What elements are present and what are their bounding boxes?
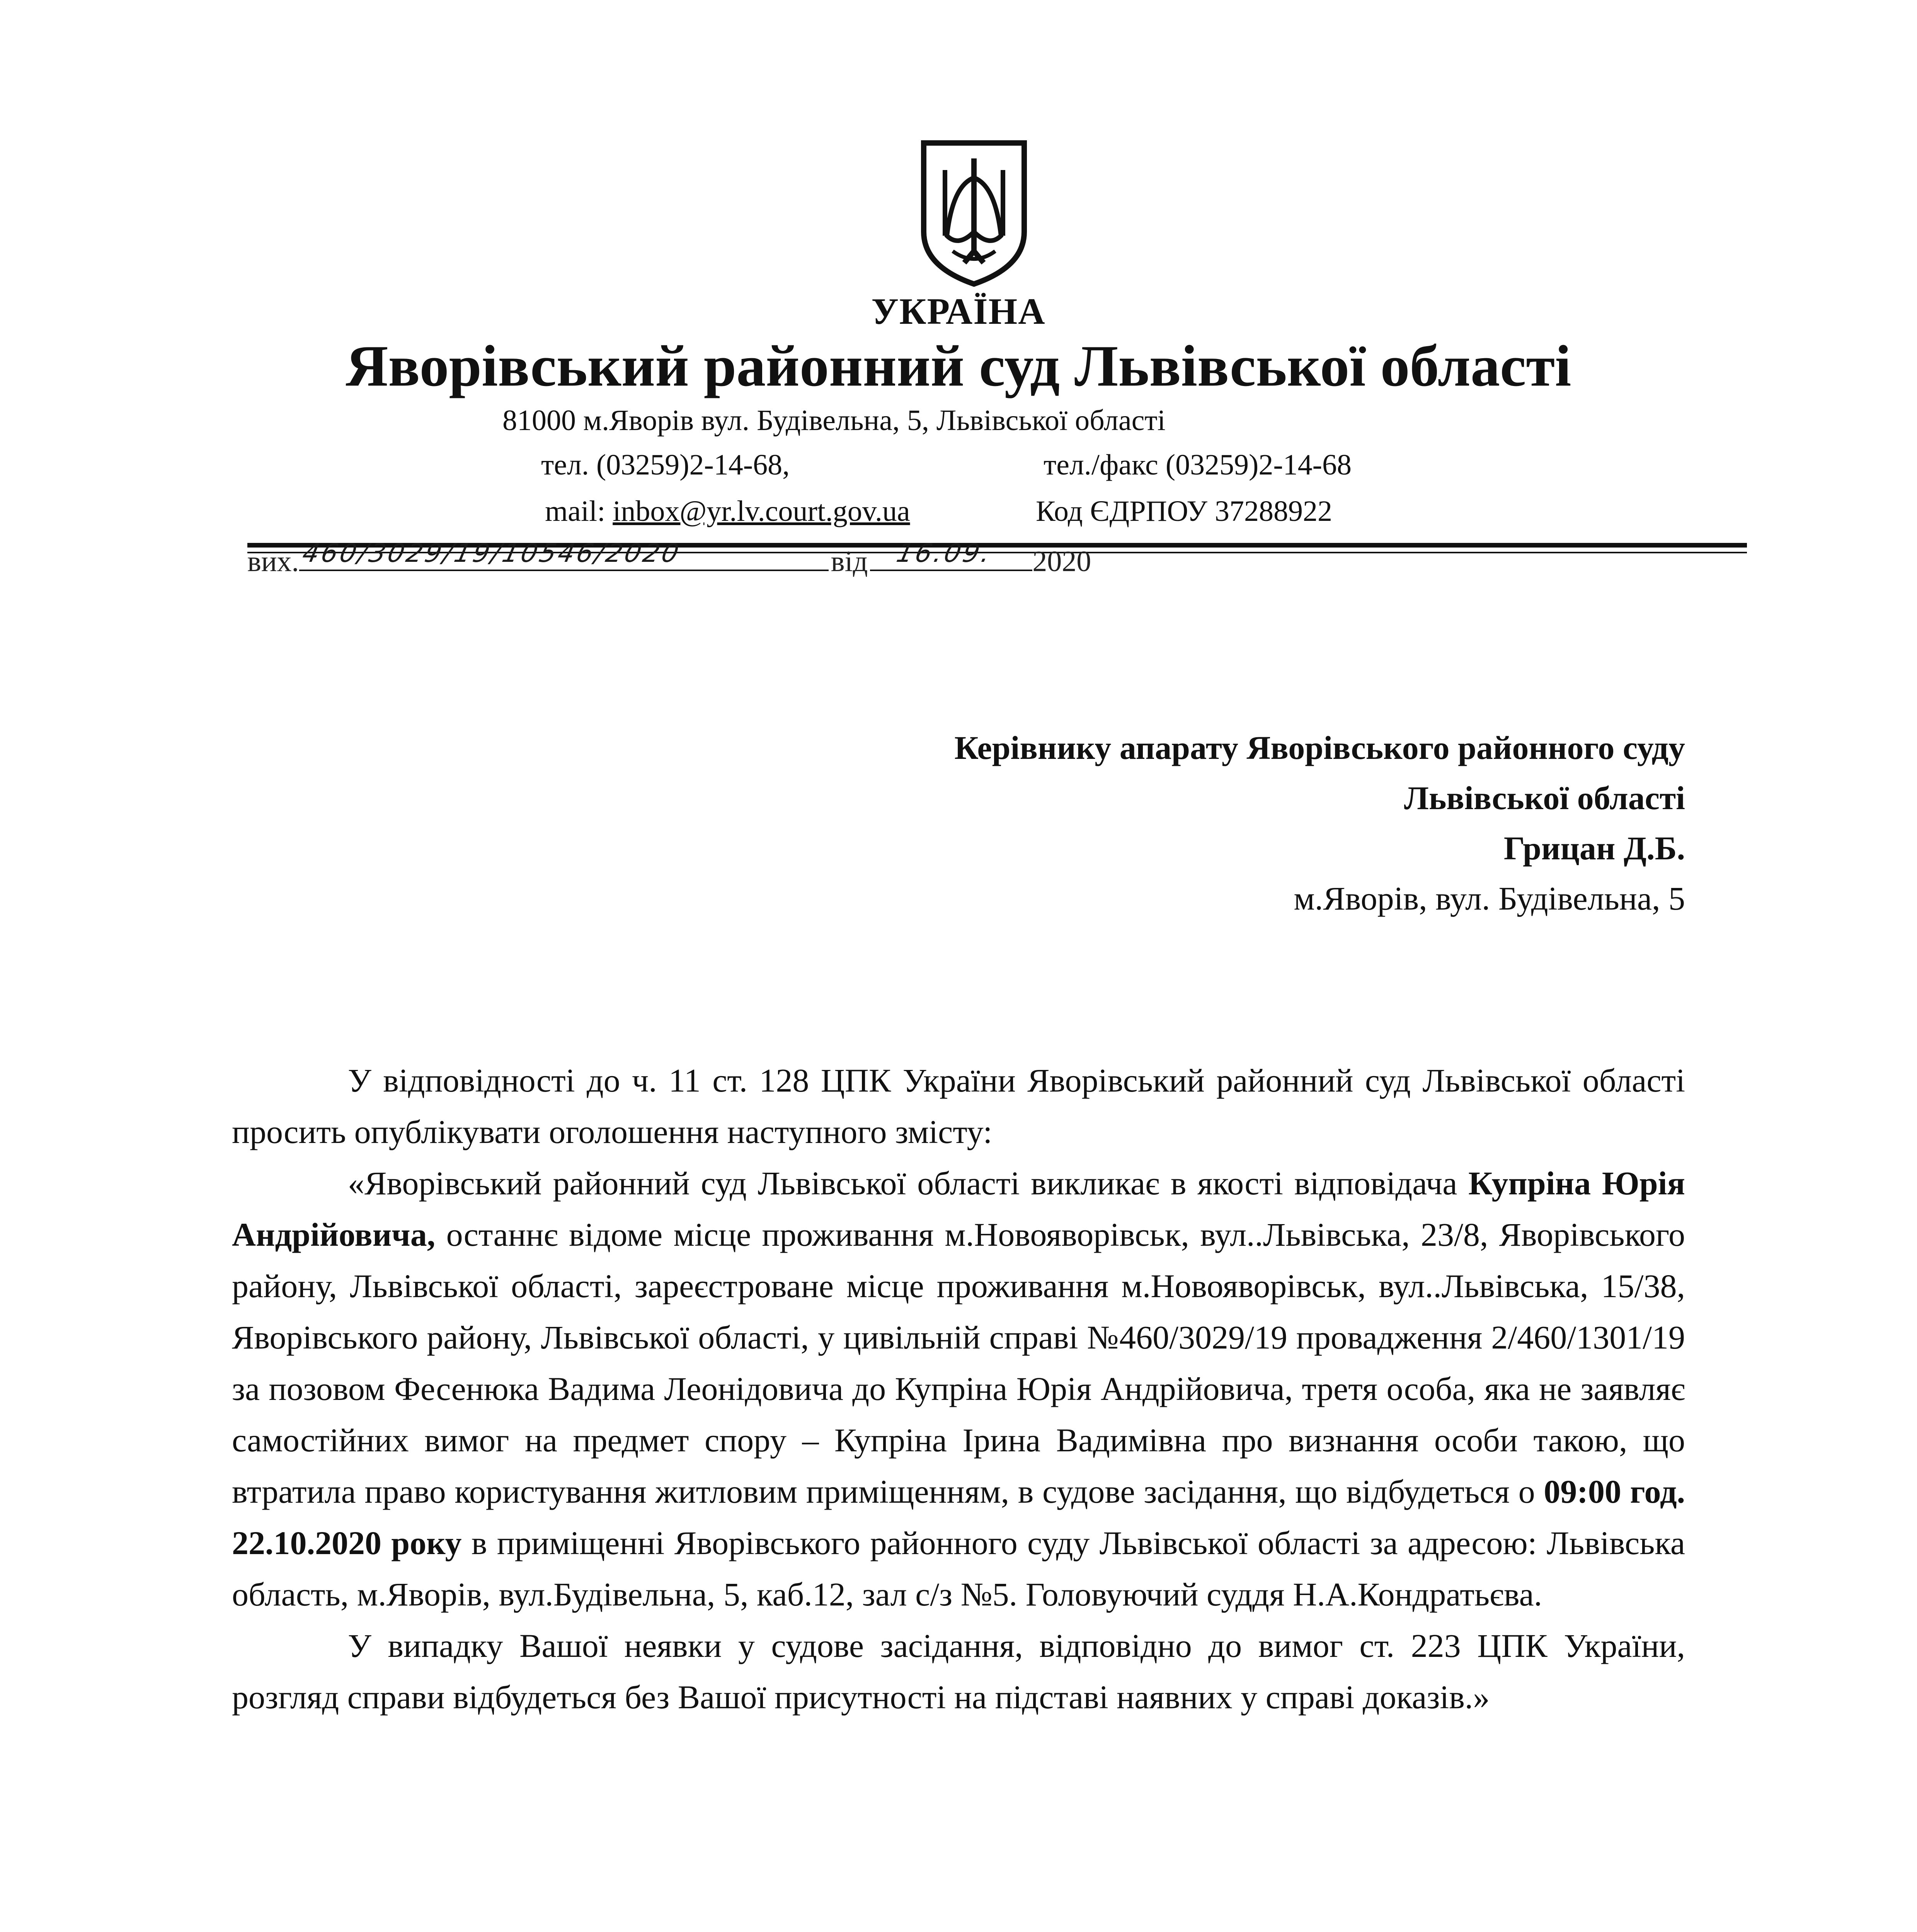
defendant-name: Купріна Юрія Андрійовича,: [232, 1165, 1685, 1253]
body-p2-details: останнє відоме місце проживання м.Новояворівськ, вул..Львівська, 23/8, Яворівського району, Львівської області, зареєстроване місце проживання м.Новояворівськ, вул..Львівська, 15/38, Яворівського району, Львівської області, у цивільній справі №460/3029/19 провадження 2/460/1301/19 за позовом Фесенюка Вадима Леонідовича до Купріна Юрія Андрійовича, третя особа, яка не заявляє самостійних вимог на предмет спору – Купріна Ірина Вадимівна про визнання особи такою, що втратила право користування житловим приміщенням, в судове засідання, що відбудеться о: [232, 1216, 1685, 1510]
coat-of-arms-icon: [916, 135, 1032, 290]
hearing-datetime: 09:00 год. 22.10.2020 року: [232, 1473, 1685, 1561]
addressee-address: м.Яворів, вул. Будівельна, 5: [1294, 880, 1685, 917]
addressee-name: Грицан Д.Б.: [1503, 830, 1685, 867]
email-label: mail:: [545, 495, 606, 527]
court-fax: тел./факс (03259)2-14-68: [1044, 449, 1352, 481]
court-name-heading: Яворівський районний суд Львівської області: [346, 333, 1571, 398]
addressee-line-2: Львівської області: [1404, 779, 1685, 816]
outgoing-prefix: вих.: [247, 545, 299, 578]
outgoing-year: 2020: [1032, 545, 1091, 578]
outgoing-date-field: [870, 538, 1032, 571]
court-edrpou: Код ЄДРПОУ 37288922: [1036, 495, 1332, 527]
addressee-line-1: Керівнику апарату Яворівського районного суду: [954, 729, 1685, 766]
body-p2-intro: «Яворівський районний суд Львівської області викликає в якості відповідача: [348, 1165, 1469, 1202]
body-p2-location: в приміщенні Яворівського районного суду Львівської області за адресою: Львівська область, м.Яворів, вул.Будівельна, 5, каб.12, зал с/з №5. Головуючий суддя Н.А.Кондратьєва.: [232, 1524, 1685, 1613]
email-link[interactable]: inbox@yr.lv.court.gov.ua: [613, 495, 910, 527]
outgoing-date-label: від: [831, 545, 868, 578]
country-heading: УКРАЇНА: [871, 291, 1046, 332]
court-email-line: [545, 495, 910, 528]
outgoing-number-handwritten: 460/3029/19/10546/2020: [300, 538, 684, 568]
body-paragraph-2: [232, 1158, 1685, 1620]
outgoing-number-line: [247, 538, 1091, 578]
court-address: 81000 м.Яворів вул. Будівельна, 5, Львівської області: [502, 404, 1166, 437]
body-paragraph-3: У випадку Вашої неявки у судове засідання, відповідно до вимог ст. 223 ЦПК України, розгляд справи відбудеться без Вашої присутності на підставі наявних у справі доказів.»: [232, 1627, 1685, 1716]
court-phone: тел. (03259)2-14-68,: [541, 449, 790, 481]
outgoing-date-handwritten: 16.09.: [894, 538, 996, 568]
body-paragraph-1: У відповідності до ч. 11 ст. 128 ЦПК України Яворівський районний суд Львівської області просить опублікувати оголошення наступного змісту:: [232, 1062, 1685, 1150]
letter-body: [232, 1055, 1685, 1723]
outgoing-number-field: [299, 538, 829, 571]
